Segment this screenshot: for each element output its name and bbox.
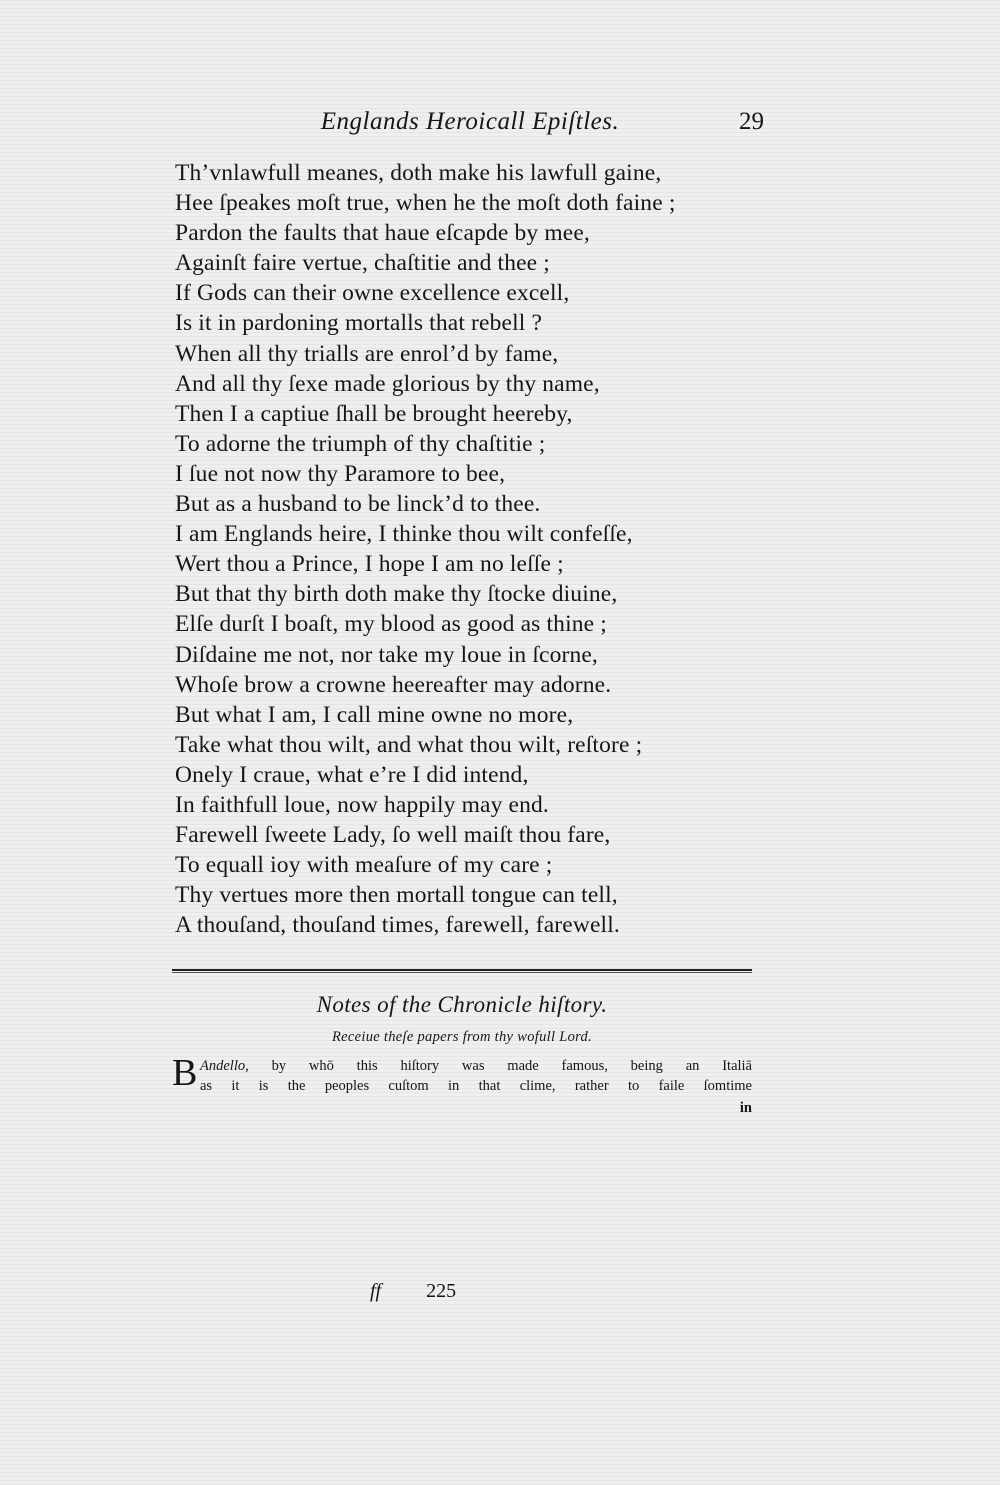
notes-subtitle: Receiue theſe papers from thy wofull Lord.	[332, 1029, 592, 1045]
verse-line: Then I a captiue ſhall be brought heereby,	[175, 400, 573, 427]
verse-line: If Gods can their owne excellence excell,	[175, 280, 570, 307]
section-divider	[172, 969, 752, 973]
verse-line: Onely I craue, what e’re I did intend,	[175, 761, 529, 788]
verse-line: To adorne the triumph of thy chaſtitie ;	[175, 430, 546, 457]
verse-line: Th’vnlawfull meanes, doth make his lawfull gaine,	[175, 160, 662, 186]
page-number: 29	[739, 108, 764, 135]
signature-mark	[370, 1280, 456, 1303]
catchword: in	[739, 1100, 752, 1116]
running-title: Englands Heroicall Epiſtles.	[320, 108, 620, 135]
verse-line: Pardon the faults that haue eſcapde by mee,	[175, 220, 590, 247]
verse-line: To equall ioy with meaſure of my care ;	[175, 852, 553, 879]
running-head	[170, 104, 770, 144]
verse-line: But what I am, I call mine owne no more,	[175, 701, 574, 728]
notes-line-1-rest: by whō this hiſtory was made famous, being an Italiā	[271, 1058, 752, 1074]
verse-line: Againſt faire vertue, chaſtitie and thee ;	[175, 250, 550, 277]
notes-author-name: Andello,	[200, 1058, 249, 1074]
notes-line-1	[200, 1056, 752, 1076]
verse-line: In faithfull loue, now happily may end.	[175, 791, 549, 818]
verse-line: A thouſand, thouſand times, farewell, farewell.	[175, 912, 620, 939]
notes-title: Notes of the Chronicle hiſtory.	[316, 992, 608, 1017]
verse-line: Diſdaine me not, nor take my loue in ſcorne,	[175, 641, 598, 668]
verse-block	[175, 158, 775, 940]
verse-line: Take what thou wilt, and what thou wilt, reſtore ;	[175, 731, 643, 758]
verse-line: Farewell ſweete Lady, ſo well maiſt thou fare,	[175, 822, 611, 849]
verse-line: Elſe durſt I boaſt, my blood as good as thine ;	[175, 611, 607, 638]
verse-line: Thy vertues more then mortall tongue can tell,	[175, 882, 618, 909]
verse-line: When all thy trialls are enrol’d by fame,	[175, 340, 559, 367]
verse-line: But as a husband to be linck’d to thee.	[175, 491, 541, 518]
notes-line-2: as it is the peoples cuſtom in that clime, rather to faile ſomtime	[200, 1078, 752, 1094]
verse-line: Is it in pardoning mortalls that rebell ?	[175, 310, 543, 337]
verse-line: I am Englands heire, I thinke thou wilt confeſſe,	[175, 521, 633, 548]
drop-cap: B	[172, 1052, 198, 1094]
verse-line: I ſue not now thy Paramore to bee,	[175, 460, 506, 487]
signature-letters: ff	[370, 1280, 382, 1302]
signature-number: 225	[426, 1280, 457, 1302]
verse-line: But that thy birth doth make thy ſtocke diuine,	[175, 581, 618, 608]
notes-line-1-text	[200, 1056, 752, 1076]
verse-line: Wert thou a Prince, I hope I am no leſſe ;	[175, 551, 564, 578]
verse-line: Whoſe brow a crowne heereafter may adorne.	[175, 671, 612, 698]
verse-line: Hee ſpeakes moſt true, when he the moſt doth faine ;	[175, 190, 676, 217]
verse-line: And all thy ſexe made glorious by thy name,	[175, 370, 600, 397]
